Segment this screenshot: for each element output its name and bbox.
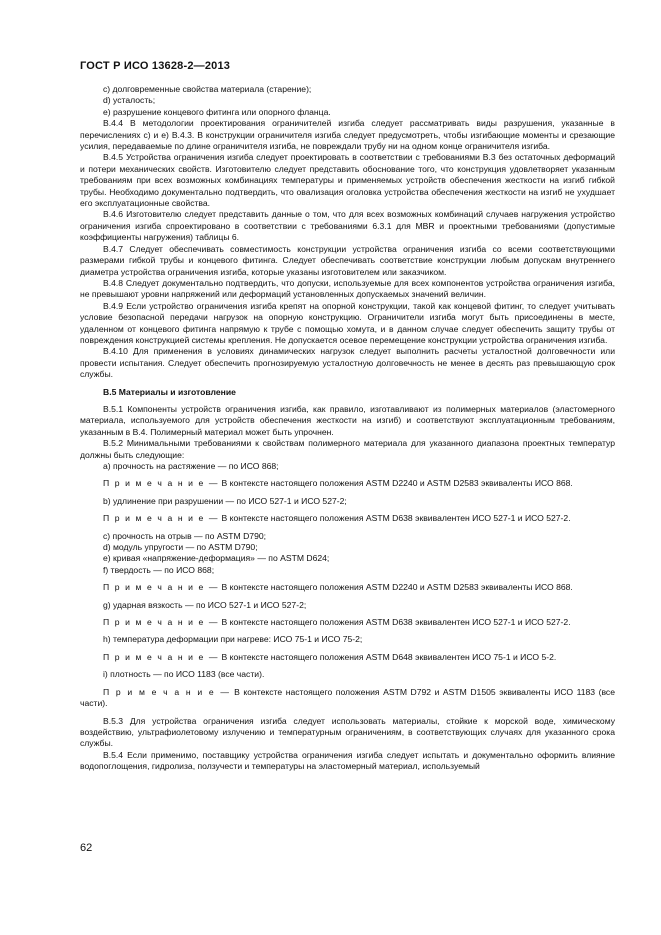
note [80,478,615,489]
paragraph-b45: В.4.5 Устройства ограничения изгиба следует проектировать в соответствии с требованиями В.3 без остаточных деформаций и потери механических свойств. Изготовителю следует представить обоснование того, что конструкция удовлетворяет указанным требованиям при всех возможных комбинациях температуры и применяемых устройств обеспечения жесткости на изгиб гибкой трубы. Необходимо документально подтвердить, что овализация оголовка устройства обеспечения жесткости на изгиб не ухудшает его эксплуатационные свойства. [80,152,615,209]
note-text: В контексте настоящего положения ASTM D648 эквивалентен ИСО 75-1 и ИСО 5-2. [221,651,557,662]
requirement-item-g: g) ударная вязкость — по ИСО 527-1 и ИСО 527-2; [103,599,307,610]
note-label: П р и м е ч а н и е — [103,582,220,593]
paragraph-b51: В.5.1 Компоненты устройств ограничения изгиба, как правило, изготавливают из полимерных материалов (эластомерного материала, используемого для устройств обеспечения жесткости на изгиб) и соответствуют эксплуатационным требованиям, указанным в В.4. Полимерный материал может быть упрочнен. [80,403,615,437]
note [80,617,615,628]
list-item-e: e) разрушение концевого фитинга или опорного фланца. [103,106,331,117]
requirement-item-e: e) кривая «напряжение-деформация» — по ASTM D624; [103,553,330,564]
note [80,652,615,663]
paragraph-b46: В.4.6 Изготовителю следует представить данные о том, что для всех возможных комбинаций случаев нагружения устройство ограничения изгиба спроектировано в соответствии с требованиями 6.3.1 для MBR и проектными требованиями (допустимые коэффициенты нагружения) таблицы 6. [80,209,615,243]
paragraph-b49: В.4.9 Если устройство ограничения изгиба крепят на опорной конструкции, такой как концевой фитинг, то следует учитывать условие безопасной передачи нагрузок на опорную конструкцию. Ограничители изгиба могут быть присоединены в месте, удаленном от концевого фитинга напрямую к трубе с помощью хомута, и в данном случае следует обеспечить защиту трубы от повреждения конструкцией системы крепления. Не допускается осевое перемещение конструкции устройства ограничения изгиба. [80,300,615,345]
note-label: П р и м е ч а н и е — [103,513,220,524]
note-text: В контексте настоящего положения ASTM D638 эквивалентен ИСО 527-1 и ИСО 527-2. [221,617,571,628]
paragraph-b53: В.5.3 Для устройства ограничения изгиба следует использовать материалы, стойкие к морской воде, химическому воздействию, ультрафиолетовому излучению и температурным ограничениям, в соответствующих случаях для указанного срока службы. [80,715,615,749]
requirement-item-c: c) прочность на отрыв — по ASTM D790; [103,530,267,541]
requirement-item-a: a) прочность на растяжение — по ИСО 868; [103,461,279,471]
paragraph-b48: В.4.8 Следует документально подтвердить, что допуски, используемые для всех компонентов устройства ограничения изгиба, не превышают уровни напряжений или деформаций установленных допускаемых значений величин. [80,277,615,300]
list-item-d: d) усталость; [103,95,156,106]
requirement-item-h: h) температура деформации при нагреве: ИСО 75-1 и ИСО 75-2; [103,634,363,645]
paragraph-b52: В.5.2 Минимальными требованиями к свойствам полимерного материала для указанного диапазона проектных температур должны быть следующие: [80,438,615,460]
paragraph-b44: В.4.4 В методологии проектирования ограничителей изгиба следует рассматривать виды разрушения, указанные в перечислениях с) и е) В.4.3. В конструкции ограничителя изгиба следует предусмотреть, чтобы изгибающие моменты и срезающие усилия, передаваемые по длине ограничителя изгиба, не повреждали трубу ни на одном конце ограничителя изгиба. [80,118,615,152]
note [80,687,615,710]
requirement-item-d: d) модуль упругости — по ASTM D790; [103,542,258,553]
list-item-c: c) долговременные свойства материала (старение); [103,84,312,94]
requirement-item-b: b) удлинение при разрушении — по ИСО 527-1 и ИСО 527-2; [103,495,347,506]
note-text: В контексте настоящего положения ASTM D638 эквивалентен ИСО 527-1 и ИСО 527-2. [221,513,571,524]
requirement-item-i: i) плотность — по ИСО 1183 (все части). [103,669,265,680]
note-text: В контексте настоящего положения ASTM D2240 и ASTM D2583 эквиваленты ИСО 868. [221,478,573,489]
section-heading: В.5 Материалы и изготовление [103,386,236,397]
page-number: 62 [80,842,93,854]
requirement-item-f: f) твердость — по ИСО 868; [103,564,215,575]
note-text: В контексте настоящего положения ASTM D792 и ASTM D1505 эквиваленты ИСО 1183 (все части). [80,686,615,709]
note [80,513,615,524]
paragraph-b410: В.4.10 Для применения в условиях динамических нагрузок следует выполнить расчеты усталостной долговечности или провести испытания. Следует обеспечить прогнозируемую усталостную долговечность не менее в десять раз превышающую срок службы. [80,346,615,380]
note-text: В контексте настоящего положения ASTM D2240 и ASTM D2583 эквиваленты ИСО 868. [221,582,573,593]
note-label: П р и м е ч а н и е — [103,617,220,628]
paragraph-b47: В.4.7 Следует обеспечивать совместимость конструкции устройства ограничения изгиба со всеми соответствующими размерами гибкой трубы и концевого фитинга. Следует обеспечивать соответствие конструкции любым допускам внутреннего диаметра устройства ограничения изгиба, которые указаны изготовителем или заказчиком. [80,243,615,277]
note-label: П р и м е ч а н и е — [103,686,231,697]
note-label: П р и м е ч а н и е — [103,478,220,489]
note-label: П р и м е ч а н и е — [103,651,220,662]
paragraph-b54: В.5.4 Если применимо, поставщику устройства ограничения изгиба следует испытать и документально оформить влияние водопоглощения, гидролиза, ползучести и температуры на эластомерный материал, используемый [80,749,615,772]
note [80,582,615,593]
document-header: ГОСТ Р ИСО 13628-2—2013 [80,60,231,72]
document-body [80,84,615,773]
